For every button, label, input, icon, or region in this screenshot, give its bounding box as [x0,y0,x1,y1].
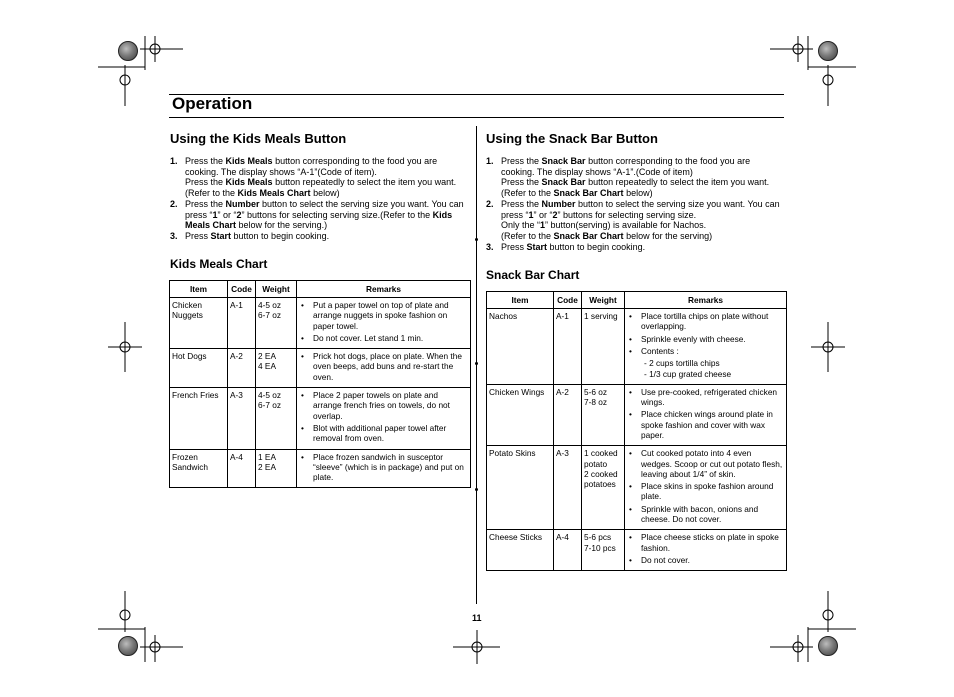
cell-code: A-4 [228,449,256,488]
cell-code: A-3 [228,388,256,449]
step-emphasis: Snack Bar Chart [553,188,624,199]
cell-code: A-3 [554,446,582,530]
step-emphasis: Snack Bar [541,156,586,166]
step-text: below for the serving) [623,230,713,241]
remarks-list [299,351,468,382]
snack-bar-chart-heading: Snack Bar Chart [486,268,580,282]
table-row [170,298,471,349]
cell-remarks [625,384,787,445]
step-emphasis: Number [541,198,576,209]
remark-item: • Place 2 paper towels on plate and arrange french fries on towels, do not overlap. [299,390,468,421]
cell-item: Cheese Sticks [487,530,554,571]
remark-item: • Sprinkle with bacon, onions and cheese. Do not cover. [627,504,784,525]
remark-subitem: - 1/3 cup grated cheese [644,369,732,380]
remarks-list [627,448,784,524]
remark-item: • Place chicken wings around plate in spoke fashion and cover with wax paper. [627,409,784,440]
step-emphasis: Kids Meals [225,156,273,166]
step-emphasis: 1 [528,209,534,220]
table-row [487,530,787,571]
remark-item: • Sprinkle evenly with cheese. [627,334,784,344]
column-header-remarks: Remarks [297,281,471,298]
step-emphasis: Kids Meals Chart [237,188,311,199]
step-text: Press the [185,198,226,209]
divider-dot [475,488,478,491]
step-emphasis: Snack Bar Chart [553,230,624,241]
step-text: Press [185,230,211,241]
table-row [487,384,787,445]
remark-item: • Blot with additional paper towel after removal from oven. [299,423,468,444]
cell-item: Hot Dogs [170,349,228,388]
column-header-code: Code [554,292,582,309]
table-row [170,388,471,449]
remarks-list [627,311,784,380]
column-header-weight: Weight [256,281,297,298]
kids-meals-steps [170,156,466,242]
step-text: below) [310,188,340,199]
step-text: button corresponding to the food you are cooking. The display shows “A-1”(Code of item). [185,156,438,177]
step-item [486,199,782,242]
step-text: button to select the serving size you want. You can press “ [501,198,780,220]
step-text: below for the serving.) [236,220,328,231]
snack-bar-steps [486,156,782,252]
table-row [170,449,471,488]
remark-subitem: - 2 cups tortilla chips [644,358,720,369]
cell-weight: 5-6 pcs 7-10 pcs [582,530,625,571]
remark-item: • Place frozen sandwich in susceptor “sleeve” (which is in package) and put on plate. [299,452,468,483]
step-text: ” buttons for selecting serving size.(Refer to the [241,209,433,220]
column-header-remarks: Remarks [625,292,787,309]
kids-meals-chart-heading: Kids Meals Chart [170,257,268,271]
cell-code: A-2 [554,384,582,445]
cell-item: Chicken Wings [487,384,554,445]
step-emphasis: 2 [552,209,558,220]
snack-bar-chart [486,291,787,571]
step-emphasis: Kids Meals Chart [185,209,453,231]
step-text: Press the [501,156,542,166]
step-text: button corresponding to the food you are cooking. The display shows “A-1”.(Code of item) [501,156,751,177]
step-text: button to select the serving size you want. You can press “ [185,198,464,220]
remarks-list [627,387,784,440]
step-text: button repeatedly to select the item you want.(Refer to the [501,177,770,199]
step-text: Press [501,241,527,252]
step-emphasis: Start [210,230,232,241]
step-text: ” buttons for selecting serving size. [557,209,697,220]
column-header-item: Item [487,292,554,309]
step-emphasis: Start [526,241,548,252]
cell-weight: 1 cooked potato 2 cooked potatoes [582,446,625,530]
step-text: Only the “ [501,220,541,231]
step-text: button repeatedly to select the item you want.(Refer to the [185,177,457,199]
column-divider [476,126,477,604]
table-row [170,349,471,388]
column-header-weight: Weight [582,292,625,309]
step-emphasis: Snack Bar [541,177,586,188]
step-emphasis: Kids Meals [225,177,273,188]
step-emphasis: Number [225,198,260,209]
cell-weight: 4-5 oz 6-7 oz [256,388,297,449]
cell-remarks [297,298,471,349]
step-text: Press the [501,198,542,209]
remark-item: • Use pre-cooked, refrigerated chicken wings. [627,387,784,408]
cell-item: French Fries [170,388,228,449]
step-emphasis: 1 [540,220,546,231]
step-text: ” button(serving) is available for Nachos. [545,220,707,231]
snack-bar-heading: Using the Snack Bar Button [486,131,658,146]
cell-code: A-1 [228,298,256,349]
step-number: 1. [486,156,494,166]
remarks-list [299,452,468,483]
divider-dot [475,362,478,365]
step-text: ” or “ [217,209,237,220]
cell-item: Potato Skins [487,446,554,530]
step-emphasis: 2 [236,209,242,220]
step-item [486,156,782,199]
step-text: button to begin cooking. [231,230,330,241]
step-number: 3. [170,230,178,241]
step-emphasis: 1 [212,209,218,220]
header-rule-top [169,94,784,95]
cell-item: Frozen Sandwich [170,449,228,488]
cell-remarks [297,449,471,488]
step-text: ” or “ [533,209,553,220]
divider-dot [475,238,478,241]
step-text: Press the [185,156,226,166]
step-item [170,199,466,231]
step-text: (Refer to the [501,230,554,241]
cell-remarks [297,349,471,388]
cell-weight: 2 EA 4 EA [256,349,297,388]
step-number: 2. [486,198,494,209]
step-number: 3. [486,241,494,252]
remark-item: • Prick hot dogs, place on plate. When the oven beeps, add buns and re-start the oven. [299,351,468,382]
cell-remarks [297,388,471,449]
remarks-list [299,390,468,443]
remark-item: • Contents : [627,346,784,356]
cell-weight: 5-6 oz 7-8 oz [582,384,625,445]
step-number: 2. [170,198,178,209]
kids-meals-heading: Using the Kids Meals Button [170,131,347,146]
column-header-item: Item [170,281,228,298]
remark-item: • Do not cover. [627,555,784,565]
step-item [170,231,466,242]
cell-remarks [625,530,787,571]
cell-item: Chicken Nuggets [170,298,228,349]
remark-item: • Place cheese sticks on plate in spoke fashion. [627,532,784,553]
step-number: 1. [170,156,178,166]
cell-remarks [625,309,787,385]
step-text: Press the [501,177,542,188]
kids-meals-chart [169,280,471,488]
step-item [170,156,466,199]
cell-item: Nachos [487,309,554,385]
remark-item: • Cut cooked potato into 4 even wedges. Scoop or cut out potato flesh, leaving about 1/4” of skin. [627,448,784,479]
page-title: Operation [172,94,253,113]
table-row [487,446,787,530]
remark-item: • Place skins in spoke fashion around plate. [627,481,784,502]
cell-weight: 1 serving [582,309,625,385]
step-item [486,242,782,253]
step-text: button to begin cooking. [547,241,646,252]
cell-code: A-2 [228,349,256,388]
cell-remarks [625,446,787,530]
remarks-list [299,300,468,343]
table-row [487,309,787,385]
cell-weight: 1 EA 2 EA [256,449,297,488]
remarks-list [627,532,784,565]
remark-item: • Place tortilla chips on plate without overlapping. [627,311,784,332]
cell-weight: 4-5 oz 6-7 oz [256,298,297,349]
cell-code: A-4 [554,530,582,571]
remark-item: • Do not cover. Let stand 1 min. [299,333,468,343]
column-header-code: Code [228,281,256,298]
step-text: Press the [185,177,226,188]
cell-code: A-1 [554,309,582,385]
header-rule-bottom [169,117,784,118]
remark-item: • Put a paper towel on top of plate and arrange nuggets in spoke fashion on paper towel. [299,300,468,331]
step-text: below) [623,188,653,199]
page-number: 11 [472,613,482,623]
